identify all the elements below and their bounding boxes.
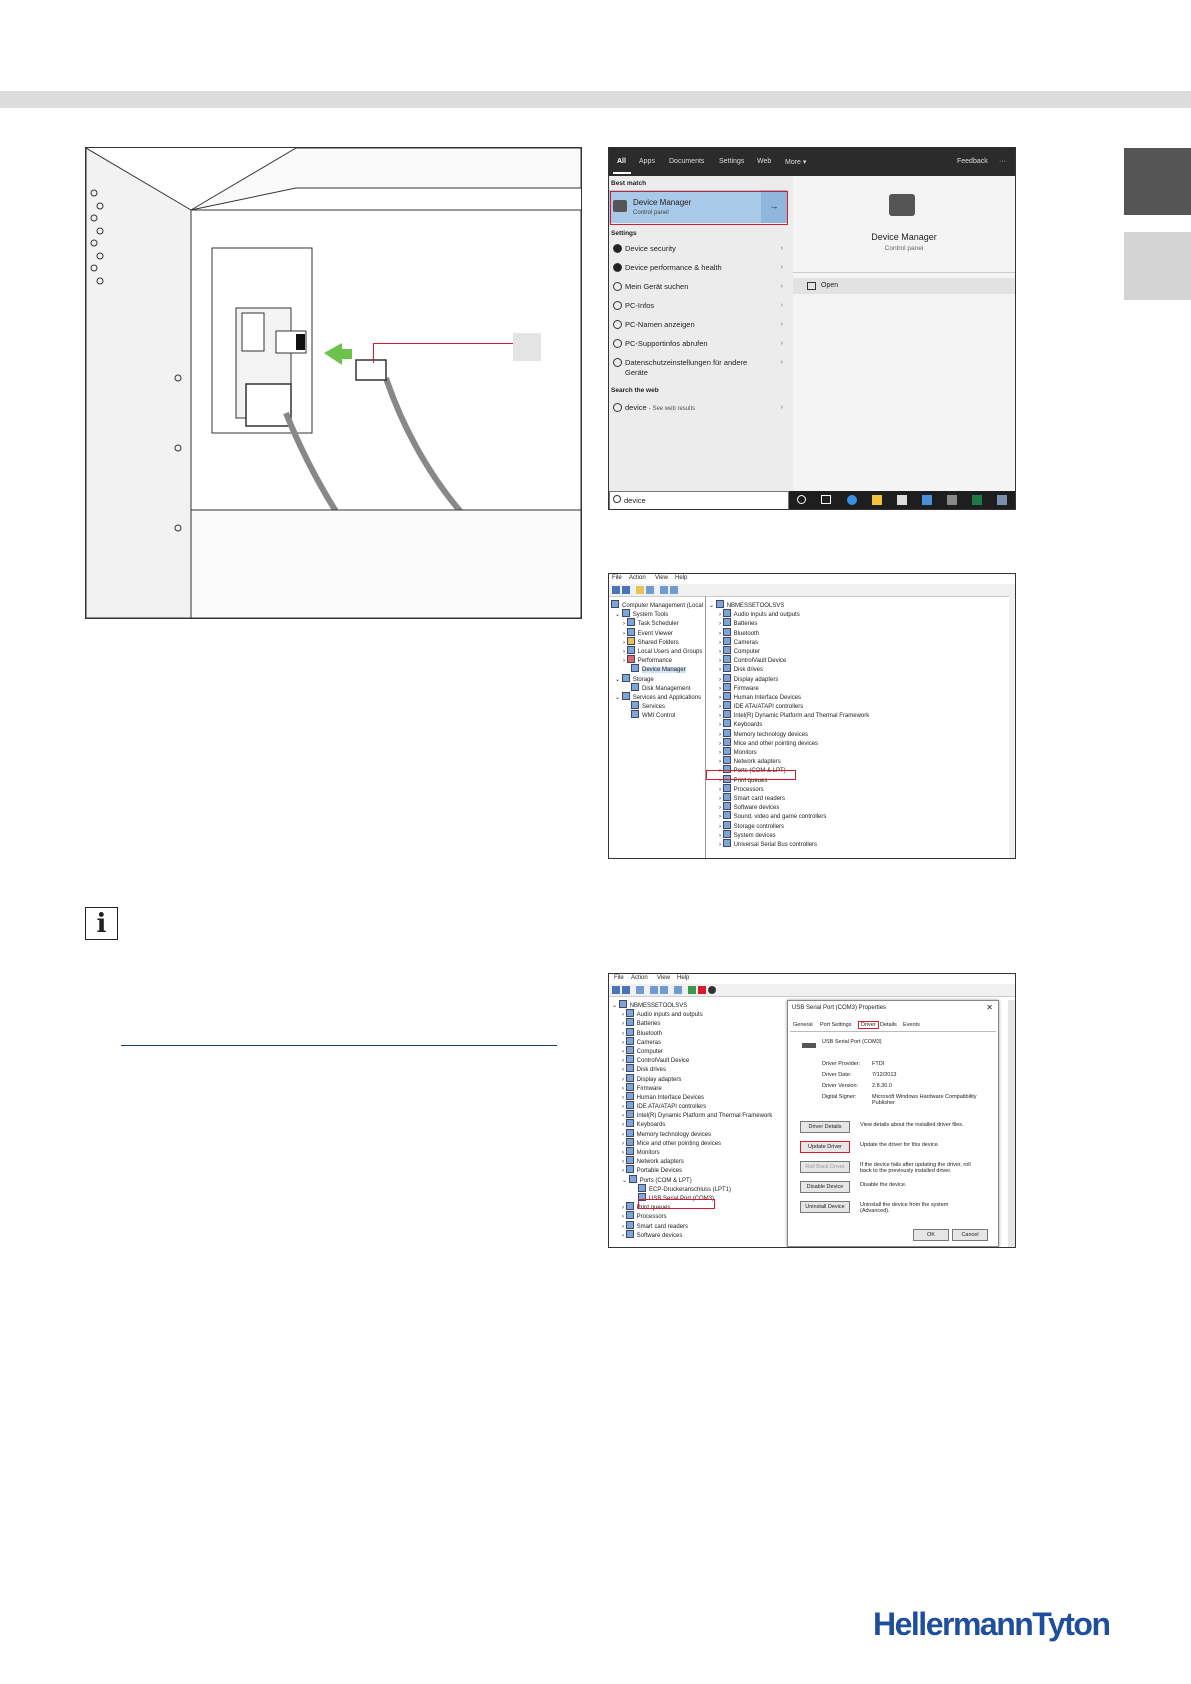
tab-driver[interactable]: Driver xyxy=(858,1021,879,1029)
driver-action-description: Update the driver for this device. xyxy=(860,1142,940,1148)
tree-item[interactable]: Computer Management (Local xyxy=(611,600,703,609)
open-icon xyxy=(807,282,816,290)
help-icon[interactable] xyxy=(650,986,658,994)
folder-icon[interactable] xyxy=(636,586,644,594)
tree-item[interactable]: Services xyxy=(611,701,703,710)
info-circle-icon xyxy=(613,320,622,329)
tab-web[interactable]: Web xyxy=(757,158,772,165)
tree-item[interactable]: › Network adapters xyxy=(709,756,869,765)
device-category-icon xyxy=(723,738,731,746)
tree-item[interactable]: › Event Viewer xyxy=(611,628,703,637)
device-manager-large-icon xyxy=(889,194,915,216)
settings-item-privacy[interactable]: Datenschutzeinstellungen für andere Geräte › xyxy=(609,354,793,380)
folder-icon xyxy=(627,637,635,645)
disk-icon xyxy=(631,683,639,691)
chevron-right-icon: › xyxy=(780,402,783,411)
toolbar xyxy=(609,984,1015,997)
device-manager-screenshot xyxy=(608,973,1016,1248)
task-view-icon[interactable] xyxy=(821,495,831,504)
device-category-icon xyxy=(626,1074,634,1082)
device-category-icon xyxy=(723,756,731,764)
driver-action-row xyxy=(800,1161,992,1181)
tree-item[interactable]: › Software devices xyxy=(709,802,869,811)
tree-item[interactable]: › Network adapters xyxy=(612,1156,772,1165)
device-category-icon xyxy=(723,683,731,691)
settings-item-device-security[interactable]: Device security › xyxy=(609,240,793,258)
device-category-icon xyxy=(626,1119,634,1127)
device-category-icon xyxy=(723,839,731,847)
tree-item[interactable]: › Firmware xyxy=(612,1083,772,1092)
dialog-title: USB Serial Port (COM3) Properties xyxy=(792,1005,887,1011)
device-category-icon xyxy=(626,1064,634,1072)
person-icon xyxy=(613,282,622,291)
device-category-icon xyxy=(723,830,731,838)
tools-icon xyxy=(622,609,630,617)
device-category-icon xyxy=(723,637,731,645)
device-category-icon xyxy=(629,1175,637,1183)
menu-bar xyxy=(609,974,1015,984)
device-category-icon xyxy=(626,1110,634,1118)
device-category-icon xyxy=(626,1221,634,1229)
device-category-icon xyxy=(626,1092,634,1100)
menu-help[interactable]: Help xyxy=(677,975,690,981)
roll-back-driver-button[interactable]: Roll Back Driver xyxy=(800,1161,850,1173)
device-category-icon xyxy=(723,729,731,737)
tree-item[interactable]: › Monitors xyxy=(709,747,869,756)
device-category-icon xyxy=(723,802,731,810)
toolbar xyxy=(609,584,1015,597)
tree-item[interactable]: › Firmware xyxy=(709,683,869,692)
printer-illustration xyxy=(85,147,582,619)
tree-item[interactable]: › Monitors xyxy=(612,1147,772,1156)
back-icon[interactable] xyxy=(612,586,620,594)
driver-info-row: Driver Provider: FTDI xyxy=(822,1061,885,1067)
tree-item-device-manager[interactable]: Device Manager xyxy=(611,664,703,673)
tree-item[interactable]: › Local Users and Groups xyxy=(611,646,703,655)
device-category-icon xyxy=(723,674,731,682)
more-options-icon[interactable]: ··· xyxy=(999,158,1006,165)
clock-icon xyxy=(627,618,635,626)
driver-details-button[interactable]: Driver Details xyxy=(800,1121,850,1133)
device-category-icon xyxy=(626,1129,634,1137)
tree-item[interactable]: ⌄ System Tools xyxy=(611,609,703,618)
device-category-icon xyxy=(626,1101,634,1109)
chevron-right-icon: › xyxy=(780,357,783,366)
driver-info-row: Driver Version: 2.8.30.0 xyxy=(822,1083,892,1089)
tree-item[interactable]: › ControlVault Device xyxy=(612,1055,772,1064)
search-icon xyxy=(613,495,621,503)
tab-events[interactable]: Events xyxy=(903,1022,920,1028)
device-category-icon xyxy=(626,1156,634,1164)
computer-icon xyxy=(619,1000,627,1008)
tree-item[interactable]: › Shared Folders xyxy=(611,637,703,646)
cortana-icon[interactable] xyxy=(797,495,806,504)
device-category-icon xyxy=(626,1055,634,1063)
device-category-icon xyxy=(626,1046,634,1054)
tree-item[interactable]: › Disk drives xyxy=(612,1064,772,1073)
tab-settings[interactable]: Settings xyxy=(719,158,745,165)
menu-action[interactable]: Action xyxy=(629,575,646,581)
info-icon: i xyxy=(85,907,118,940)
tree-item[interactable]: › Smart card readers xyxy=(612,1221,772,1230)
taskbar xyxy=(609,491,1015,509)
tree-item[interactable]: › Audio inputs and outputs xyxy=(709,609,869,618)
settings-item-device-performance[interactable]: Device performance & health › xyxy=(609,259,793,277)
edge-icon[interactable] xyxy=(847,495,857,505)
properties-dialog xyxy=(787,1000,999,1247)
device-tree xyxy=(709,600,869,848)
header-bar xyxy=(0,91,1191,108)
users-icon xyxy=(627,646,635,654)
device-category-icon xyxy=(626,1028,634,1036)
tree-item[interactable]: › ControlVault Device xyxy=(709,655,869,664)
menu-help[interactable]: Help xyxy=(675,575,688,581)
search-tab-bar xyxy=(609,148,1015,176)
scrollbar[interactable] xyxy=(1009,596,1015,858)
web-header: Search the web xyxy=(611,387,659,394)
tree-item[interactable]: WMI Control xyxy=(611,710,703,719)
tree-item[interactable]: › Keyboards xyxy=(709,719,869,728)
device-category-icon xyxy=(723,692,731,700)
tree-item[interactable]: › Mice and other pointing devices xyxy=(612,1138,772,1147)
tree-root[interactable]: ⌄ NBMESSETOOLSVS xyxy=(709,600,869,609)
tree-item[interactable]: › IDE ATA/ATAPI controllers xyxy=(709,701,869,710)
device-category-icon xyxy=(723,784,731,792)
tab-apps[interactable]: Apps xyxy=(639,158,655,165)
tree-item[interactable]: › Portable Devices xyxy=(612,1165,772,1174)
update-driver-icon[interactable] xyxy=(688,986,696,994)
tree-item[interactable]: › Universal Serial Bus controllers xyxy=(709,839,869,848)
device-category-icon xyxy=(723,646,731,654)
best-match-header: Best match xyxy=(611,180,647,187)
chevron-right-icon: › xyxy=(780,262,783,271)
enable-icon[interactable] xyxy=(708,986,716,994)
usb-serial-port-highlight-box xyxy=(638,1199,715,1209)
settings-item-pc-support[interactable]: PC-Supportinfos abrufen › xyxy=(609,335,793,353)
tab-more[interactable]: More ▾ xyxy=(785,159,807,166)
update-driver-button[interactable]: Update Driver xyxy=(800,1141,850,1153)
search-icon xyxy=(613,403,622,412)
search-results-list xyxy=(609,176,793,491)
tree-item[interactable]: › Display adapters xyxy=(709,674,869,683)
windows-search-screenshot xyxy=(608,147,1016,510)
best-match-sub: Control panel xyxy=(633,210,669,216)
device-category-icon xyxy=(626,1147,634,1155)
explorer-icon[interactable] xyxy=(872,495,882,505)
app-icon-2[interactable] xyxy=(997,495,1007,505)
scrollbar[interactable] xyxy=(1008,1000,1015,1247)
device-category-icon xyxy=(723,710,731,718)
menu-bar xyxy=(609,574,1015,584)
driver-action-description: If the device fails after updating the driver, roll back to the previously installed driver. xyxy=(860,1162,971,1174)
settings-item-find-device[interactable]: Mein Gerät suchen › xyxy=(609,278,793,296)
tree-item[interactable]: › Intel(R) Dynamic Platform and Thermal Framework xyxy=(612,1110,772,1119)
device-category-icon xyxy=(723,747,731,755)
lock-icon xyxy=(613,358,622,367)
preview-divider xyxy=(793,272,1015,273)
ports-highlight-box xyxy=(706,770,796,780)
store-icon[interactable] xyxy=(897,495,907,505)
chapter-tab-active[interactable] xyxy=(1124,148,1191,215)
tree-item[interactable]: › Human Interface Devices xyxy=(612,1092,772,1101)
tree-item[interactable]: › Processors xyxy=(709,784,869,793)
properties-icon[interactable] xyxy=(670,586,678,594)
settings-header: Settings xyxy=(611,230,637,237)
left-tree xyxy=(611,600,703,719)
device-category-icon xyxy=(723,609,731,617)
tree-item[interactable]: ⌄ Services and Applications xyxy=(611,692,703,701)
brand-logo: HellermannTyton xyxy=(873,1606,1110,1642)
shield-icon xyxy=(613,244,622,253)
close-icon[interactable]: ✕ xyxy=(986,1003,993,1012)
device-category-icon xyxy=(723,655,731,663)
open-action[interactable] xyxy=(793,278,1015,294)
tree-item[interactable]: › Print queues xyxy=(709,775,869,784)
driver-action-row xyxy=(800,1141,992,1161)
app-icon[interactable] xyxy=(947,495,957,505)
log-icon xyxy=(627,628,635,636)
menu-action[interactable]: Action xyxy=(631,975,648,981)
tree-item[interactable]: › Display adapters xyxy=(612,1074,772,1083)
mail-icon[interactable] xyxy=(922,495,932,505)
services-icon xyxy=(622,692,630,700)
tree-item[interactable]: › IDE ATA/ATAPI controllers xyxy=(612,1101,772,1110)
best-match-title: Device Manager xyxy=(633,198,692,207)
computer-icon xyxy=(716,600,724,608)
forward-icon[interactable] xyxy=(622,986,630,994)
device-category-icon xyxy=(723,701,731,709)
device-category-icon xyxy=(723,664,731,672)
tree-item[interactable]: › Memory technology devices xyxy=(709,729,869,738)
settings-item-pc-info[interactable]: PC-Infos › xyxy=(609,297,793,315)
device-category-icon xyxy=(626,1083,634,1091)
device-category-icon xyxy=(626,1211,634,1219)
forward-icon[interactable] xyxy=(622,586,630,594)
tree-item[interactable]: › Human Interface Devices xyxy=(709,692,869,701)
left-pane-divider xyxy=(705,596,706,858)
excel-icon[interactable] xyxy=(972,495,982,505)
driver-action-row xyxy=(800,1121,992,1141)
driver-info-row: Driver Date: 7/12/2013 xyxy=(822,1072,897,1078)
tab-documents[interactable]: Documents xyxy=(669,158,705,165)
uninstall-icon[interactable] xyxy=(698,986,706,994)
chevron-right-icon: › xyxy=(780,281,783,290)
back-icon[interactable] xyxy=(612,986,620,994)
chapter-tab[interactable] xyxy=(1124,232,1191,300)
tree-item[interactable]: ⌄ Storage xyxy=(611,674,703,683)
cancel-button[interactable]: Cancel xyxy=(952,1229,988,1241)
driver-actions xyxy=(800,1121,992,1221)
tree-item-port[interactable]: USB Serial Port (COM3) xyxy=(612,1193,772,1202)
tab-all[interactable]: All xyxy=(617,158,626,165)
tree-item[interactable]: › Batteries xyxy=(612,1018,772,1027)
device-category-icon xyxy=(626,1018,634,1026)
disable-device-button[interactable]: Disable Device xyxy=(800,1181,850,1193)
tree-item[interactable]: › Ports (COM & LPT) xyxy=(709,765,869,774)
device-category-icon xyxy=(626,1202,634,1210)
chevron-right-icon: › xyxy=(780,338,783,347)
tree-item-port[interactable]: ECP-Druckeranschluss (LPT1) xyxy=(612,1184,772,1193)
list-icon[interactable] xyxy=(636,986,644,994)
printer-usb-connection-drawing xyxy=(86,148,581,618)
open-label: Open xyxy=(821,282,839,289)
tree-item[interactable]: › Audio inputs and outputs xyxy=(612,1009,772,1018)
tree-item[interactable]: Disk Management xyxy=(611,683,703,692)
device-category-icon xyxy=(626,1037,634,1045)
device-manager-icon xyxy=(631,664,639,672)
tree-item[interactable]: › Cameras xyxy=(612,1037,772,1046)
device-category-icon xyxy=(626,1165,634,1173)
device-category-icon xyxy=(626,1138,634,1146)
usb-port-icon xyxy=(802,1043,816,1048)
device-category-icon xyxy=(723,628,731,636)
search-preview-pane xyxy=(793,176,1015,491)
tree-item[interactable]: › Computer xyxy=(709,646,869,655)
tree-item[interactable]: › Smart card readers xyxy=(709,793,869,802)
tree-item[interactable]: › Disk drives xyxy=(709,664,869,673)
arrow-right-icon[interactable]: → xyxy=(761,190,787,223)
driver-action-description: View details about the installed driver files. xyxy=(860,1122,964,1128)
preview-title: Device Manager xyxy=(871,232,937,242)
storage-icon xyxy=(622,674,630,682)
computer-icon xyxy=(611,600,619,608)
uninstall-device-button[interactable]: Uninstall Device xyxy=(800,1201,850,1213)
device-category-icon xyxy=(626,1230,634,1238)
preview-sub: Control panel xyxy=(884,245,924,252)
ok-button[interactable]: OK xyxy=(913,1229,949,1241)
tree-root[interactable]: ⌄ NBMESSETOOLSVS xyxy=(612,1000,772,1009)
search-input[interactable]: device xyxy=(609,491,789,510)
settings-item-pc-name[interactable]: PC-Namen anzeigen › xyxy=(609,316,793,334)
device-category-icon xyxy=(723,618,731,626)
list-icon[interactable] xyxy=(646,586,654,594)
info-circle-icon xyxy=(613,301,622,310)
best-match-highlight-box xyxy=(610,191,788,225)
help-icon[interactable] xyxy=(660,586,668,594)
tab-details[interactable]: Details xyxy=(880,1022,897,1028)
gear-icon xyxy=(631,701,639,709)
tree-item[interactable]: › Keyboards xyxy=(612,1119,772,1128)
driver-action-description: Disable the device. xyxy=(860,1182,907,1188)
tree-item[interactable]: › Print queues xyxy=(612,1202,772,1211)
menu-view[interactable]: View xyxy=(657,975,670,981)
shield-icon xyxy=(613,263,622,272)
menu-view[interactable]: View xyxy=(655,575,668,581)
tree-item[interactable]: › Batteries xyxy=(709,618,869,627)
tab-port-settings[interactable]: Port Settings xyxy=(820,1022,852,1028)
chevron-right-icon: › xyxy=(780,319,783,328)
device-category-icon xyxy=(626,1009,634,1017)
device-category-icon xyxy=(723,821,731,829)
tab-divider xyxy=(790,1031,996,1032)
driver-info-row: Digital Signer: Microsoft Windows Hardware Compatibility Publisher xyxy=(822,1094,977,1106)
chevron-right-icon: › xyxy=(780,300,783,309)
scan-icon[interactable] xyxy=(674,986,682,994)
wmi-icon xyxy=(631,710,639,718)
tree-item[interactable]: › Cameras xyxy=(709,637,869,646)
properties-icon[interactable] xyxy=(660,986,668,994)
menu-file[interactable]: File xyxy=(612,575,622,581)
tree-item[interactable]: › Storage controllers xyxy=(709,821,869,830)
port-icon xyxy=(638,1184,646,1192)
driver-action-row xyxy=(800,1201,992,1221)
device-category-icon xyxy=(723,793,731,801)
tree-item[interactable]: › Bluetooth xyxy=(612,1028,772,1037)
tree-item[interactable]: › Software devices xyxy=(612,1230,772,1239)
computer-management-screenshot xyxy=(608,573,1016,859)
tree-item[interactable]: › Processors xyxy=(612,1211,772,1220)
tree-item[interactable]: › Memory technology devices xyxy=(612,1129,772,1138)
chevron-right-icon: › xyxy=(780,243,783,252)
separator-line xyxy=(121,1045,557,1046)
tree-item[interactable]: › Mice and other pointing devices xyxy=(709,738,869,747)
tab-general[interactable]: General xyxy=(793,1022,813,1028)
menu-file[interactable]: File xyxy=(614,975,624,981)
driver-action-row xyxy=(800,1181,992,1201)
tree-item[interactable]: › System devices xyxy=(709,830,869,839)
tree-item[interactable]: › Computer xyxy=(612,1046,772,1055)
performance-icon xyxy=(627,655,635,663)
driver-info xyxy=(822,1061,992,1114)
driver-action-description: Uninstall the device from the system (Advanced). xyxy=(860,1202,949,1214)
feedback-link[interactable]: Feedback xyxy=(957,158,988,165)
device-category-icon xyxy=(723,719,731,727)
info-circle-icon xyxy=(613,339,622,348)
tree-item[interactable]: › Intel(R) Dynamic Platform and Thermal Framework xyxy=(709,710,869,719)
device-category-icon xyxy=(723,811,731,819)
tree-item[interactable]: › Bluetooth xyxy=(709,628,869,637)
tree-item[interactable]: › Sound, video and game controllers xyxy=(709,811,869,820)
device-name: USB Serial Port (COM3) xyxy=(822,1039,882,1045)
tree-item[interactable]: › Task Scheduler xyxy=(611,618,703,627)
tree-item[interactable]: ⌄ Ports (COM & LPT) xyxy=(612,1175,772,1184)
web-search-item[interactable]: device - See web results › xyxy=(609,399,793,417)
tree-item[interactable]: › Performance xyxy=(611,655,703,664)
tab-underline xyxy=(613,172,631,174)
